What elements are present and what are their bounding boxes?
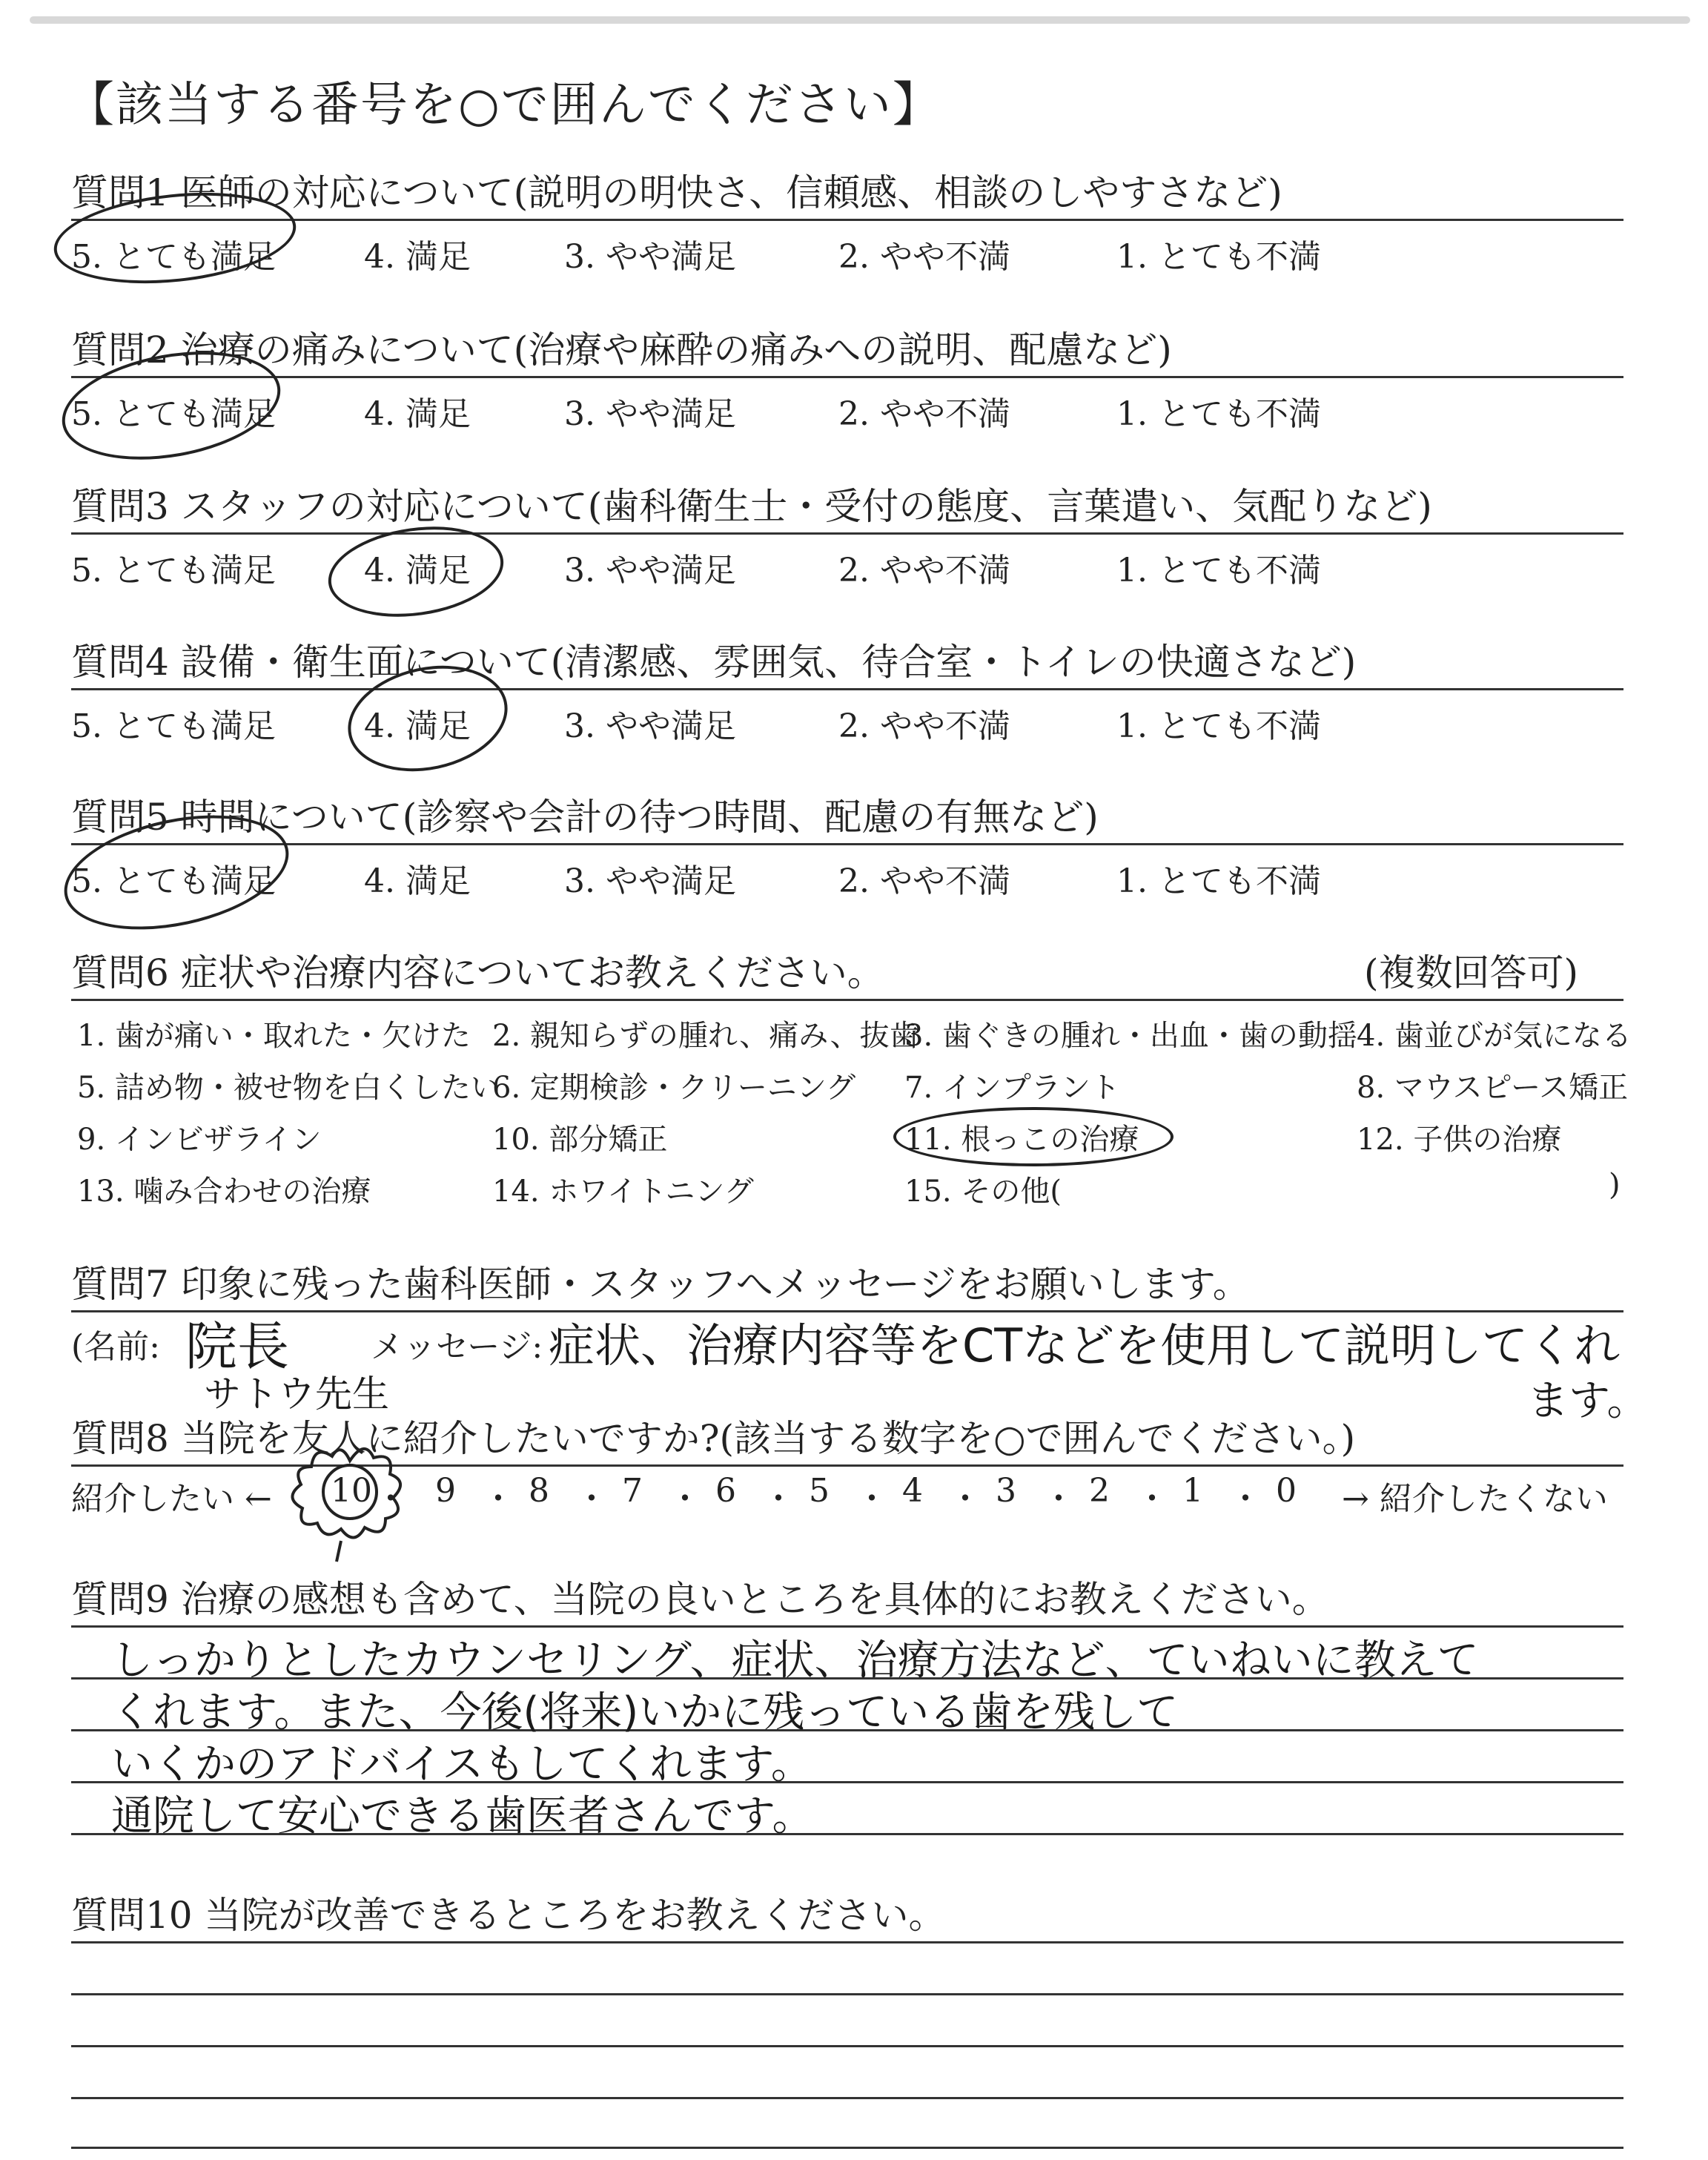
q4-option-2[interactable]: 2. やや不満 [838,707,1010,745]
q4-option-4[interactable]: 4. 満足 [364,707,471,745]
q3-option-1[interactable]: 1. とても不満 [1116,552,1321,589]
q1-option-2[interactable]: 2. やや不満 [838,238,1010,276]
q6-item-1[interactable]: 1. 歯が痛い・取れた・欠けた [77,1019,471,1053]
q6-item-5[interactable]: 5. 詰め物・被せ物を白くしたい [77,1071,500,1105]
q4-option-3[interactable]: 3. やや満足 [564,707,736,745]
q6-item-4[interactable]: 4. 歯並びが気になる [1357,1019,1632,1053]
q8-scale-9[interactable]: 9 [435,1472,456,1510]
q7-message-label: メッセージ: [371,1328,543,1366]
question-4-options [71,699,1613,744]
q3-option-4[interactable]: 4. 満足 [364,552,471,589]
q8-scale-1[interactable]: 1 [1182,1472,1203,1510]
q6-item-14[interactable]: 14. ホワイトニング [492,1175,754,1209]
question-3-rule [71,532,1623,535]
question-4-rule [71,688,1623,690]
q7-name-written-1: 院長 [185,1316,289,1377]
q6-item-6[interactable]: 6. 定期検診・クリーニング [492,1071,856,1105]
q6-item-8[interactable]: 8. マウスピース矯正 [1357,1071,1629,1105]
question-7-label: 質問7 印象に残った歯科医師・スタッフへメッセージをお願いします。 [71,1263,1250,1306]
scan-edge [30,16,1690,24]
flower-stem [337,1541,341,1562]
question-10-label: 質問10 当院が改善できるところをお教えください。 [71,1894,946,1937]
q5-option-2[interactable]: 2. やや不満 [838,862,1010,900]
q8-dot: ・ [482,1480,514,1518]
q9-written-line-2: くれます。また、今後(将来)いかに残っている歯を残して [111,1688,1179,1737]
q8-scale-7[interactable]: 7 [622,1472,643,1510]
q8-scale-8[interactable]: 8 [529,1472,549,1510]
q8-dot: ・ [575,1480,608,1518]
q4-option-5[interactable]: 5. とても満足 [71,707,276,745]
question-4-label: 質問4 設備・衛生面について(清潔感、雰囲気、待合室・トイレの快適さなど) [71,641,1357,684]
q7-message-written-1: 症状、治療内容等をCTなどを使用して説明してくれ [549,1318,1621,1373]
q10-line-3 [71,2045,1623,2047]
question-5-options [71,854,1613,899]
q8-dot: ・ [374,1480,407,1518]
q8-scale-5[interactable]: 5 [809,1472,830,1510]
q8-scale-2[interactable]: 2 [1089,1472,1110,1510]
q5-option-1[interactable]: 1. とても不満 [1116,862,1321,900]
question-8-label: 質問8 当院を友人に紹介したいですか?(該当する数字を○で囲んでください。) [71,1417,1356,1460]
q8-scale-10[interactable]: 10 [331,1472,372,1510]
q1-option-3[interactable]: 3. やや満足 [564,238,736,276]
q3-option-5[interactable]: 5. とても満足 [71,552,276,589]
q1-option-4[interactable]: 4. 満足 [364,238,471,276]
question-1-options [71,230,1613,274]
q6-item-10[interactable]: 10. 部分矯正 [492,1123,668,1157]
q2-option-3[interactable]: 3. やや満足 [564,395,736,433]
q6-item-13[interactable]: 13. 噛み合わせの治療 [77,1175,371,1209]
q8-dot: ・ [762,1480,795,1518]
q7-message-written-2: ます。 [1527,1377,1649,1425]
q6-item-12[interactable]: 12. 子供の治療 [1357,1123,1562,1157]
q2-option-5[interactable]: 5. とても満足 [71,395,276,433]
q6-item-2[interactable]: 2. 親知らずの腫れ、痛み、抜歯 [492,1019,919,1053]
question-3-label: 質問3 スタッフの対応について(歯科衛生士・受付の態度、言葉遣い、気配りなど) [71,485,1432,528]
q4-option-1[interactable]: 1. とても不満 [1116,707,1321,745]
q10-line-5 [71,2147,1623,2149]
question-5-rule [71,843,1623,845]
q8-flower-circle [267,1431,430,1565]
q8-dot: ・ [855,1480,888,1518]
q3-option-2[interactable]: 2. やや不満 [838,552,1010,589]
q6-item-9[interactable]: 9. インビザライン [77,1123,322,1157]
question-6-note: (複数回答可) [1364,951,1579,994]
q6-item-11[interactable]: 11. 根っこの治療 [904,1123,1139,1157]
q1-option-1[interactable]: 1. とても不満 [1116,238,1321,276]
question-2-label: 質問2 治療の痛みについて(治療や麻酔の痛みへの説明、配慮など) [71,328,1172,371]
question-1-label: 質問1 医師の対応について(説明の明快さ、信頼感、相談のしやすさなど) [71,171,1282,214]
flower-petals [292,1449,400,1538]
q10-line-4 [71,2097,1623,2099]
q2-option-1[interactable]: 1. とても不満 [1116,395,1321,433]
q8-left-label: 紹介したい ← [71,1480,272,1518]
q8-scale-0[interactable]: 0 [1276,1472,1297,1510]
q1-option-5[interactable]: 5. とても満足 [71,238,276,276]
question-1-rule [71,219,1623,221]
q8-dot: ・ [669,1480,701,1518]
q6-item-15-close: ) [1609,1168,1621,1202]
q5-option-3[interactable]: 3. やや満足 [564,862,736,900]
q10-line-2 [71,1993,1623,1995]
question-3-options [71,544,1613,588]
q8-scale-6[interactable]: 6 [715,1472,736,1510]
q8-dot: ・ [1136,1480,1168,1518]
q6-item-7[interactable]: 7. インプラント [904,1071,1120,1105]
q5-option-4[interactable]: 4. 満足 [364,862,471,900]
q9-written-line-3: いくかのアドバイスもしてくれます。 [111,1740,812,1789]
q8-dot: ・ [1042,1480,1075,1518]
question-6-label: 質問6 症状や治療内容についてお教えください。 [71,951,884,994]
q8-scale-3[interactable]: 3 [996,1472,1016,1510]
q8-dot: ・ [949,1480,982,1518]
q8-right-label: → 紹介したくない [1342,1480,1608,1518]
q6-item-15[interactable]: 15. その他( [904,1175,1062,1209]
q8-scale-4[interactable]: 4 [902,1472,923,1510]
q7-name-label: (名前: [71,1328,160,1366]
q10-line-1 [71,1941,1623,1943]
q5-option-5[interactable]: 5. とても満足 [71,862,276,900]
question-2-options [71,387,1613,432]
q3-option-3[interactable]: 3. やや満足 [564,552,736,589]
form-title: 【該当する番号を○で囲んでください】 [67,78,941,133]
q6-item-11-circle [893,1107,1174,1166]
question-5-label: 質問5 時間について(診察や会計の待つ時間、配慮の有無など) [71,796,1099,839]
q9-written-line-4: 通院して安心できる歯医者さんです。 [111,1792,814,1840]
flower-center-circle [323,1465,377,1519]
q2-option-2[interactable]: 2. やや不満 [838,395,1010,433]
q7-name-written-2: サトウ先生 [204,1373,389,1416]
q6-item-3[interactable]: 3. 歯ぐきの腫れ・出血・歯の動揺 [904,1019,1357,1053]
question-6-rule [71,999,1623,1001]
q8-dot: ・ [1229,1480,1262,1518]
question-2-rule [71,376,1623,378]
q2-option-4[interactable]: 4. 満足 [364,395,471,433]
question-9-label: 質問9 治療の感想も含めて、当院の良いところを具体的にお教えください。 [71,1578,1329,1621]
q9-written-line-1: しっかりとしたカウンセリング、症状、治療方法など、ていねいに教えて [111,1636,1479,1685]
